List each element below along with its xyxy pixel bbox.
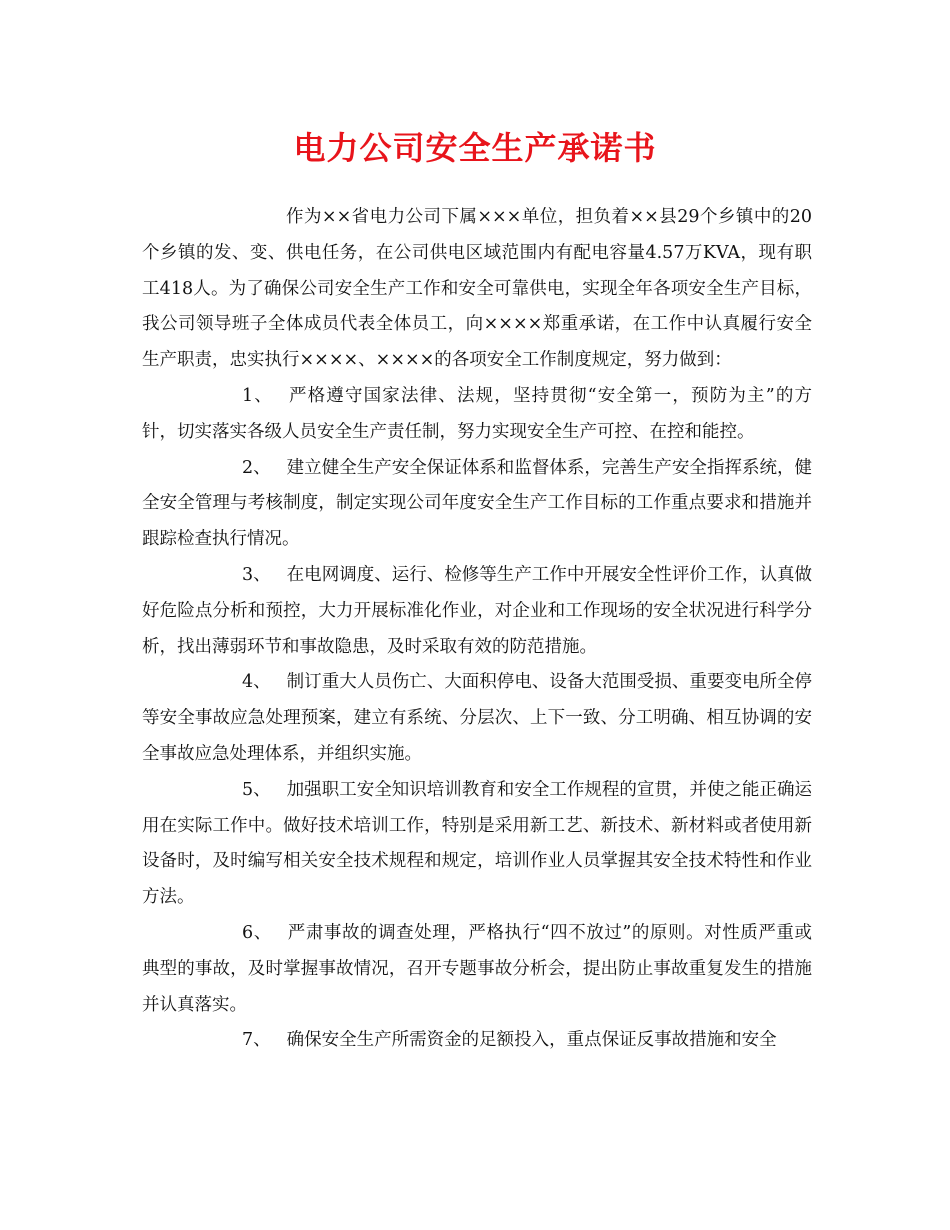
- item-number: 1、: [242, 385, 273, 406]
- commitment-item-3: [142, 558, 812, 665]
- commitment-item-2: [142, 451, 812, 558]
- commitment-item-7: [142, 1023, 812, 1059]
- item-number: 7、: [242, 1030, 271, 1051]
- item-number: 4、: [242, 672, 271, 693]
- item-text: 建立健全生产安全保证体系和监督体系，完善生产安全指挥系统，健全安全管理与考核制度，制定实现公司年度安全生产工作目标的工作重点要求和措施并跟踪检查执行情况。: [142, 457, 813, 550]
- item-text: 加强职工安全知识培训教育和安全工作规程的宣贯，并使之能正确运用在实际工作中。做好技术培训工作，特别是采用新工艺、新技术、新材料或者使用新设备时，及时编写相关安全技术规程和规定，培训作业人员掌握其安全技术特性和作业方法。: [142, 779, 813, 908]
- item-text: 严格遵守国家法律、法规，坚持贯彻“安全第一，预防为主”的方针，切实落实各级人员安全生产责任制，努力实现安全生产可控、在控和能控。: [142, 385, 812, 442]
- item-text: 制订重大人员伤亡、大面积停电、设备大范围受损、重要变电所全停等安全事故应急处理预案，建立有系统、分层次、上下一致、分工明确、相互协调的安全事故应急处理体系，并组织实施。: [142, 672, 813, 764]
- commitment-item-1: [142, 379, 812, 451]
- document-body: [142, 200, 812, 1059]
- item-text: 严肃事故的调查处理，严格执行“四不放过”的原则。对性质严重或典型的事故，及时掌握事故情况，召开专题事故分析会，提出防止事故重复发生的措施并认真落实。: [142, 922, 812, 1015]
- commitment-item-4: [142, 665, 812, 772]
- item-number: 6、: [242, 922, 272, 943]
- item-number: 3、: [242, 564, 271, 585]
- item-text: 在电网调度、运行、检修等生产工作中开展安全性评价工作，认真做好危险点分析和预控，大力开展标准化作业，对企业和工作现场的安全状况进行科学分析，找出薄弱环节和事故隐患，及时采取有效的防范措施。: [142, 564, 813, 657]
- item-number: 5、: [242, 779, 271, 800]
- commitment-item-5: [142, 773, 812, 916]
- item-number: 2、: [242, 457, 271, 478]
- intro-paragraph: 作为××省电力公司下属×××单位，担负着××县29个乡镇中的20个乡镇的发、变、供电任务，在公司供电区域范围内有配电容量4.57万KVA，现有职工418人。为了确保公司安全生产工作和安全可靠供电，实现全年各项安全生产目标，我公司领导班子全体成员代表全体员工，向××××郑重承诺，在工作中认真履行安全生产职责，忠实执行××××、××××的各项安全工作制度规定，努力做到：: [142, 207, 812, 371]
- item-text: 确保安全生产所需资金的足额投入，重点保证反事故措施和安全: [286, 1030, 777, 1051]
- document-title: 电力公司安全生产承诺书: [293, 129, 657, 167]
- commitment-item-6: [142, 916, 812, 1023]
